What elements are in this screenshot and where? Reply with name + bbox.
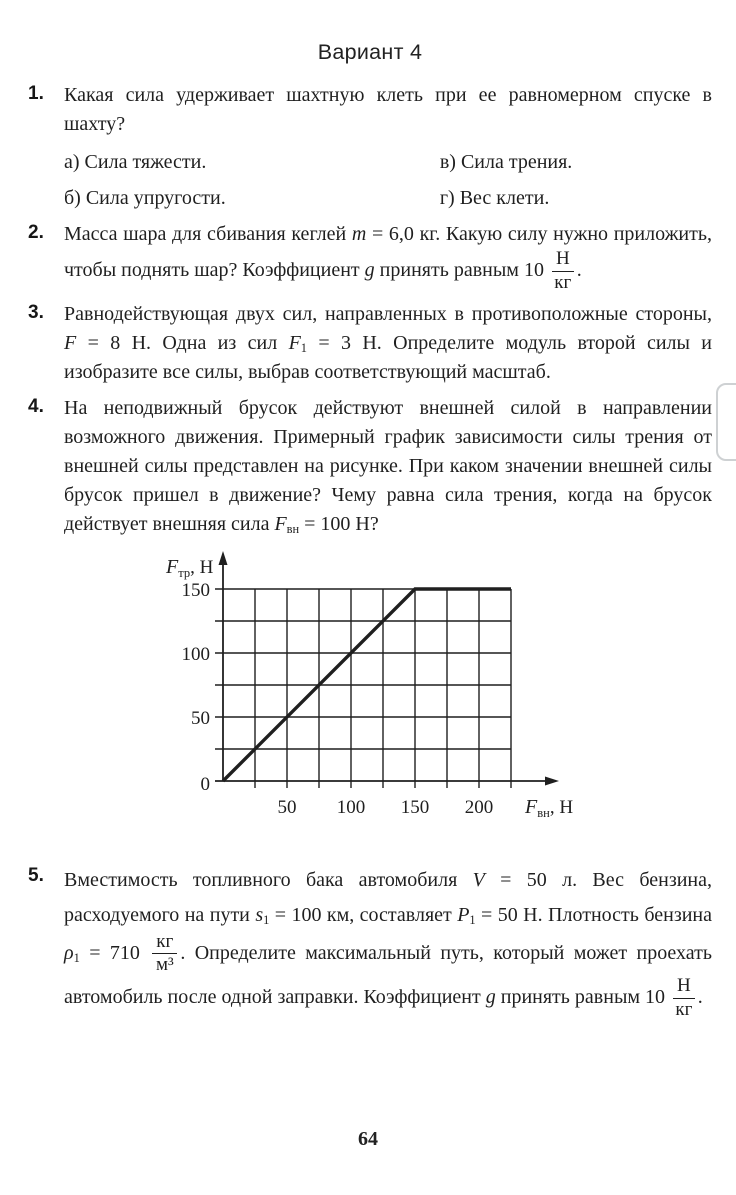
problem-body	[64, 863, 712, 1020]
friction-force-chart	[159, 549, 712, 842]
answer-option: б) Сила упругости.	[64, 187, 226, 209]
y-tick-label: 150	[181, 580, 210, 602]
x-tick-label: 100	[336, 797, 366, 819]
text-run: Равнодействующая двух сил, направленных в противоположные стороны,	[64, 303, 712, 326]
variable: F	[64, 332, 77, 355]
text-run: принять равным 10	[374, 258, 549, 281]
y-tick-label: 50	[191, 708, 210, 730]
problem-item	[28, 394, 712, 856]
subscript: 1	[73, 950, 80, 965]
x-tick-label: 200	[464, 797, 494, 819]
variable: P	[457, 903, 470, 926]
problem-number: 5.	[28, 865, 44, 887]
fraction: $\frac{Н}{кг}$	[673, 976, 695, 1020]
page-title: Вариант 4	[317, 40, 423, 64]
x-axis-label: $F_{вн}$, Н	[525, 796, 573, 821]
problem-item	[28, 863, 712, 1020]
y-axis-arrow-icon	[219, 551, 228, 565]
fraction: $\frac{кг}{\text{м³}}$	[152, 932, 177, 976]
answer-option: г) Вес клети.	[439, 187, 550, 209]
text-run: = 50 л. Вес бензина, расходуемого на пути	[64, 869, 713, 926]
chart-svg	[159, 549, 573, 833]
problem-body	[64, 81, 712, 213]
problem-number: 3.	[28, 302, 44, 324]
answer-option: в) Сила трения.	[439, 151, 573, 173]
problem-statement	[64, 869, 713, 1020]
answer-options	[64, 148, 712, 213]
option-letter: г)	[439, 187, 455, 209]
subscript: вн	[286, 522, 300, 537]
text-run: Какая сила удерживает шахтную клеть при ее равномерном спуске в шахту?	[64, 84, 712, 135]
text-run: = 100 км, составляет	[269, 903, 458, 926]
text-run: = 6,0 кг. Какую силу нужно приложить, чтобы поднять шар? Коэффициент	[64, 223, 712, 281]
option-letter: а)	[64, 151, 80, 173]
text-run: = 50 Н. Плотность бензина	[475, 903, 712, 926]
fraction: $\frac{Н}{кг}$	[552, 249, 574, 293]
text-run: = 710	[79, 941, 150, 964]
text-run: .	[697, 985, 703, 1008]
y-tick-label: 100	[181, 644, 210, 666]
text-run: .	[576, 258, 582, 281]
text-run: Вместимость топливного бака автомобиля	[64, 869, 473, 892]
text-run: Масса шара для сбивания кеглей	[64, 223, 352, 245]
problem-item	[28, 81, 712, 213]
variable: ρ	[64, 941, 74, 964]
y-tick-label: 0	[200, 774, 210, 796]
text-run: принять равным 10	[495, 985, 671, 1008]
problem-item	[28, 300, 712, 387]
problem-number: 2.	[28, 222, 44, 243]
problem-statement	[64, 397, 712, 535]
scrollbar-thumb[interactable]	[716, 383, 736, 461]
problem-statement	[64, 84, 712, 135]
problem-item	[28, 220, 712, 293]
problem-body	[64, 394, 712, 856]
problem-statement	[64, 303, 712, 383]
x-tick-label: 150	[400, 797, 430, 819]
answer-option: а) Сила тяжести.	[64, 151, 207, 173]
variable: g	[364, 258, 375, 281]
subscript: 1	[263, 912, 270, 927]
problem-list	[28, 81, 712, 1020]
problem-number: 1.	[28, 83, 44, 104]
subscript: 1	[300, 341, 307, 356]
text-run: = 100 Н?	[299, 513, 379, 536]
text-run: . Определите максимальный путь, который может проехать автомобиль после одной заправки. Коэффициент	[64, 941, 713, 1008]
option-letter: б)	[64, 187, 81, 209]
problem-body	[64, 300, 712, 387]
text-run: На неподвижный брусок действуют внешней силой в направлении возможного движения. Примерный график зависимости силы трения от внешней силы представлен на рисунке. При каком значении внешней силы брусок пришел в движение? Чему равна сила трения, когда на брусок действует внешняя сила	[64, 397, 712, 536]
problem-statement	[64, 223, 712, 293]
variable: F	[288, 332, 301, 355]
x-tick-label: 50	[277, 797, 297, 819]
variable: s	[255, 903, 264, 926]
text-run: = 8 Н. Одна из сил	[76, 332, 289, 355]
text-run: = 3 Н. Определите модуль второй силы и изобразите все силы, выбрав соответствующий масштаб.	[64, 332, 712, 384]
problem-body	[64, 220, 712, 293]
variable: m	[351, 223, 367, 245]
y-axis-label: $F_{тр}$, Н	[166, 556, 214, 581]
variable: g	[485, 985, 496, 1008]
page-number: 64	[358, 1128, 378, 1150]
variable: V	[472, 869, 485, 892]
x-axis-arrow-icon	[545, 777, 559, 786]
variable: F	[274, 513, 287, 536]
problem-number: 4.	[28, 396, 44, 418]
subscript: 1	[469, 912, 476, 927]
option-letter: в)	[439, 151, 456, 173]
